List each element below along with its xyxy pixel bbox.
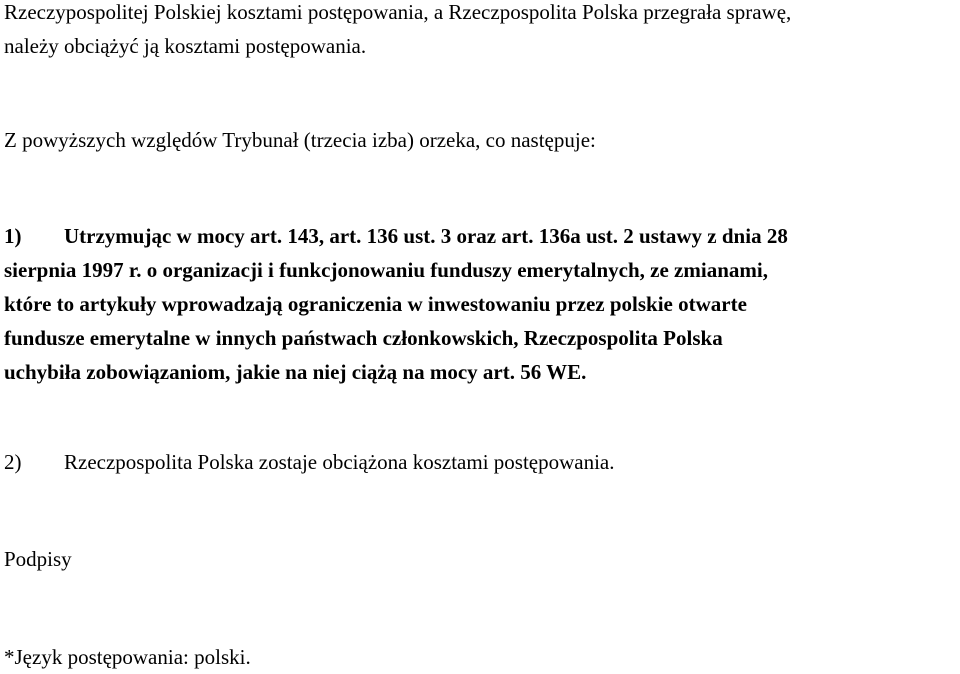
point-1-line-1	[4, 219, 956, 253]
ruling-intro-text: Z powyższych względów Trybunał (trzecia izba) orzeka, co następuje:	[4, 128, 596, 152]
point-1-number: 1)	[4, 224, 22, 248]
point-2-number: 2)	[4, 450, 22, 474]
point-1-line-2: sierpnia 1997 r. o organizacji i funkcjonowaniu funduszy emerytalnych, ze zmianami,	[4, 258, 768, 282]
point-1-text-first: Utrzymując w mocy art. 143, art. 136 ust. 3 oraz art. 136a ust. 2 ustawy z dnia 28	[64, 224, 788, 248]
ruling-point-2	[4, 445, 956, 479]
point-1-line-3: które to artykuły wprowadzają ograniczenia w inwestowaniu przez polskie otwarte	[4, 292, 747, 316]
ruling-intro	[4, 123, 956, 157]
ruling-point-1	[4, 219, 956, 389]
point-1-line-4: fundusze emerytalne w innych państwach członkowskich, Rzeczpospolita Polska	[4, 326, 723, 350]
language-footnote: *Język postępowania: polski.	[4, 645, 251, 669]
point-1-line-5: uchybiła zobowiązaniom, jakie na niej ciążą na mocy art. 56 WE.	[4, 360, 587, 384]
signatures-section	[4, 542, 956, 576]
point-2-line-1	[4, 445, 956, 479]
intro-paragraph	[4, 0, 956, 63]
point-2-text: Rzeczpospolita Polska zostaje obciążona kosztami postępowania.	[64, 450, 615, 474]
signatures-label: Podpisy	[4, 547, 72, 571]
footnote-section	[4, 640, 956, 674]
intro-line-2: należy obciążyć ją kosztami postępowania.	[4, 34, 367, 58]
intro-line-1: Rzeczypospolitej Polskiej kosztami postępowania, a Rzeczpospolita Polska przegrała sprawę,	[4, 0, 792, 24]
